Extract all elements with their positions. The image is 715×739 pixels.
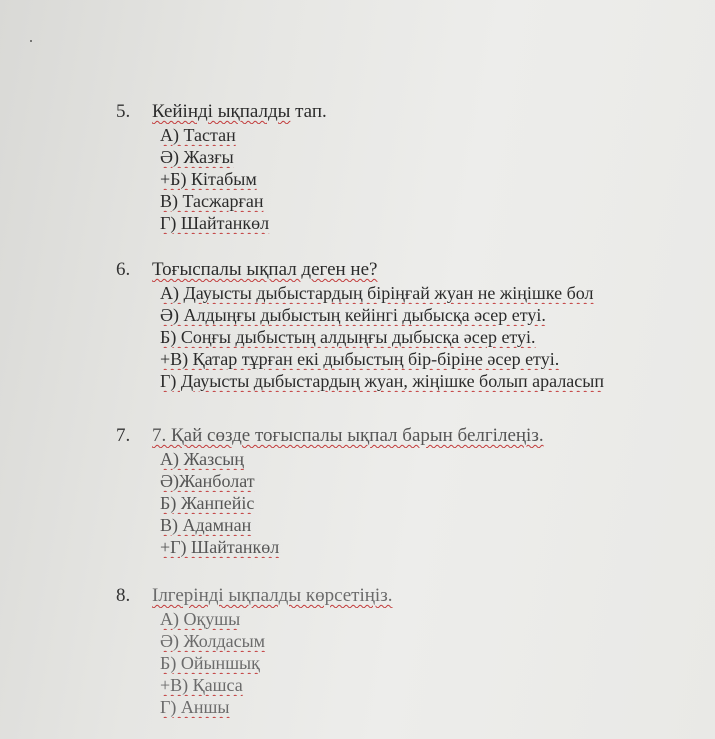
option: В) Тасжарған xyxy=(160,191,264,211)
option: А) Дауысты дыбыстардың біріңғай жуан не жіңішке бол xyxy=(160,283,594,303)
option: +В) Қатар тұрған екі дыбыстың бір-біріне әсер етуі. xyxy=(160,349,560,369)
option: А) Жазсың xyxy=(160,449,244,469)
option: +В) Қашса xyxy=(160,675,243,695)
option: +Б) Кітабым xyxy=(160,169,257,189)
option: Ә) Алдыңғы дыбыстың кейінгі дыбысқа әсер етуі. xyxy=(160,305,546,325)
option: Б) Ойыншық xyxy=(160,653,260,673)
option: Ә) Жазғы xyxy=(160,147,234,167)
option: Г) Дауысты дыбыстардың жуан, жіңішке болып араласып xyxy=(160,371,605,391)
option: В) Адамнан xyxy=(160,515,252,535)
option: Ә)Жанболат xyxy=(160,471,255,491)
option: Г) Аншы xyxy=(160,697,230,717)
question-text: Кейінді ықпалды xyxy=(152,101,291,122)
question-line xyxy=(116,258,715,282)
question-text: Тоғыспалы ықпал деген не? xyxy=(152,259,378,280)
option: Б) Соңғы дыбыстың алдыңғы дыбысқа әсер етуі. xyxy=(160,327,536,347)
question-line xyxy=(116,424,715,448)
question-7 xyxy=(116,424,715,558)
question-text-tail: тап. xyxy=(290,101,327,122)
question-5 xyxy=(116,100,715,234)
question-text: 7. Қай сөзде тоғыспалы ықпал барын белгілеңіз. xyxy=(152,425,544,446)
option: А) Оқушы xyxy=(160,609,241,629)
option: Ә) Жолдасым xyxy=(160,631,266,651)
question-number: 6. xyxy=(116,259,131,280)
option: Б) Жанпейіс xyxy=(160,493,255,513)
question-line xyxy=(116,100,715,124)
dust-speck xyxy=(30,40,32,42)
question-line xyxy=(116,584,715,608)
question-number: 7. xyxy=(116,425,131,446)
question-text: Ілгерінді ықпалды көрсетіңіз. xyxy=(152,585,393,606)
option: А) Тастан xyxy=(160,125,236,145)
question-number: 8. xyxy=(116,585,131,606)
question-number: 5. xyxy=(116,101,131,122)
option: Г) Шайтанкөл xyxy=(160,213,270,233)
option: +Г) Шайтанкөл xyxy=(160,537,280,557)
question-8 xyxy=(116,584,715,718)
question-6 xyxy=(116,258,715,392)
